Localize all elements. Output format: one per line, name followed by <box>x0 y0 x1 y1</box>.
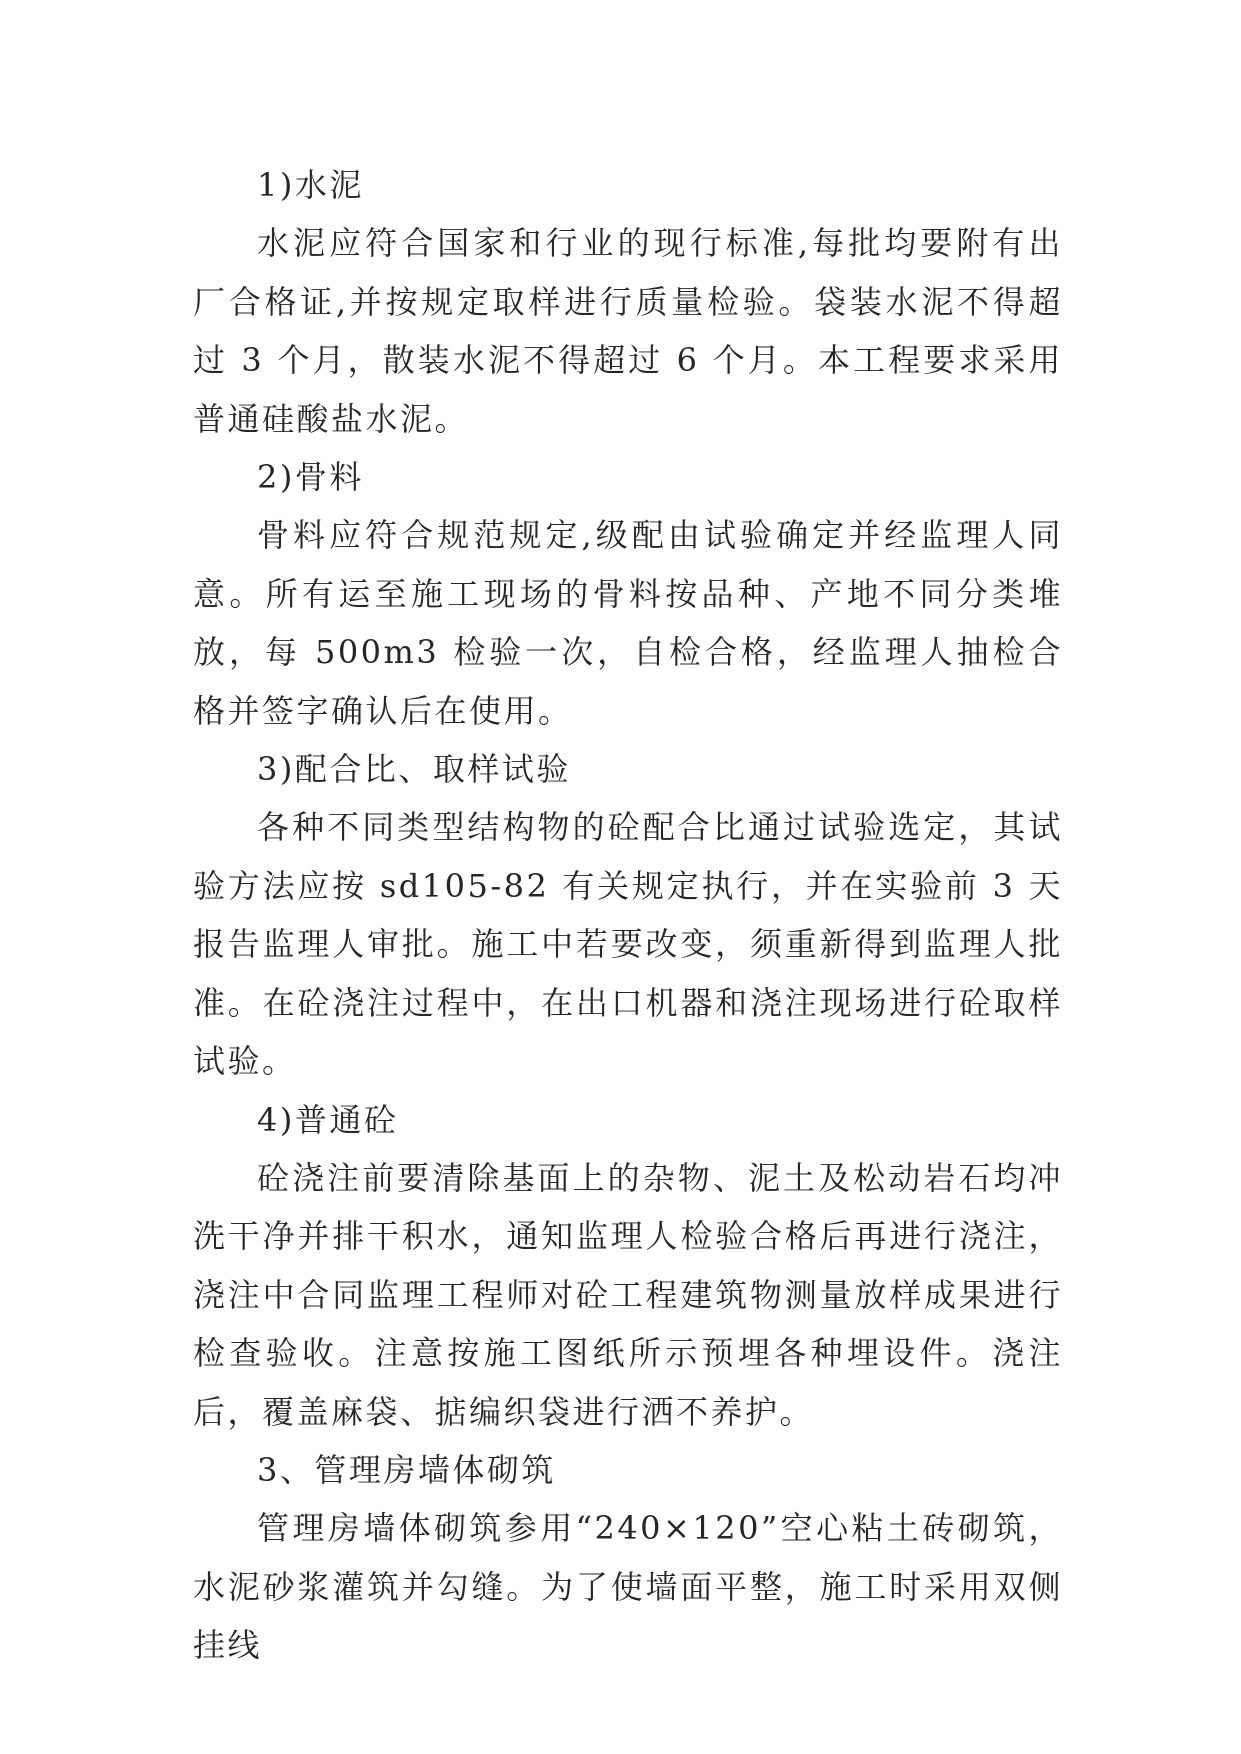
paragraph-mix-ratio: 各种不同类型结构物的砼配合比通过试验选定，其试验方法应按 sd105-82 有关规定执行，并在实验前 3 天报告监理人审批。施工中若要改变，须重新得到监理人批准。在砼浇注过程中，在出口机器和浇注现场进行砼取样试验。 <box>193 808 1063 1081</box>
paragraph-cement: 水泥应符合国家和行业的现行标准,每批均要附有出厂合格证,并按规定取样进行质量检验。袋装水泥不得超过 3 个月，散装水泥不得超过 6 个月。本工程要求采用普通硅酸盐水泥。 <box>193 224 1063 438</box>
heading-cement: 1)水泥 <box>257 166 364 204</box>
heading-ordinary-concrete: 4)普通砼 <box>257 1100 399 1139</box>
paragraph-aggregate: 骨料应符合规范规定,级配由试验确定并经监理人同意。所有运至施工现场的骨料按品种、产地不同分类堆放，每 500m3 检验一次，自检合格，经监理人抽检合格并签字确认后在使用。 <box>193 516 1063 730</box>
heading-masonry: 3、管理房墙体砌筑 <box>257 1450 556 1489</box>
document-body <box>193 156 1063 1675</box>
heading-mix-ratio: 3)配合比、取样试验 <box>257 750 571 789</box>
paragraph-ordinary-concrete: 砼浇注前要清除基面上的杂物、泥土及松动岩石均冲洗干净并排干积水，通知监理人检验合格后再进行浇注，浇注中合同监理工程师对砼工程建筑物测量放样成果进行检查验收。注意按施工图纸所示预埋各种埋设件。浇注后，覆盖麻袋、掂编织袋进行洒不养护。 <box>193 1158 1063 1431</box>
paragraph-masonry: 管理房墙体砌筑参用“240×120”空心粘土砖砌筑，水泥砂浆灌筑并勾缝。为了使墙面平整，施工时采用双侧挂线 <box>193 1509 1063 1665</box>
heading-aggregate: 2)骨料 <box>257 458 364 497</box>
